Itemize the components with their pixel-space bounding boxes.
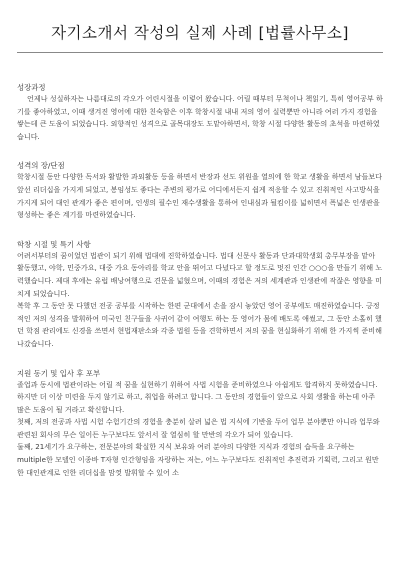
- section-body: [17, 379, 383, 480]
- paragraph: 첫째, 저의 전공과 사법 시험 수험기간의 경험을 충분히 살려 넓은 법 지식에 기반을 두어 업무 분야뿐만 아니라 업무와 관련된 회사의 무슨 일이든 누구보다도 앞서서 잘 열심히 할 만반의 각오가 되어 있습니다.: [17, 417, 380, 439]
- section-heading: 성격의 장/단점: [17, 161, 65, 171]
- paragraph: 둘째, 21세기가 요구하는, 전문분야의 확실한 지식 보유와 여러 분야의 다양한 지식과 경험의 습득을 요구하는 multiple한 모델인 이종바 T자형 인간형임을 자랑하는 저는, 어느 누구보다도 진취적인 추진력과 기획력, 그리고 원만한 대인관계로 인한 리더십을 맘껏 발휘할 수 있어 소: [17, 442, 379, 477]
- section-body: [17, 171, 383, 221]
- section-motivation: [17, 369, 383, 480]
- section-heading: 지원 동기 및 입사 후 포부: [17, 368, 101, 378]
- page-title: 자기소개서 작성의 실제 사례 [법률사무소]: [51, 24, 349, 42]
- paragraph: 복학 후 그 동안 못 다했던 전공 공부를 시작하는 한편 군대에서 손을 잠시 놓았던 영어 공부에도 매진하였습니다. 긍정적인 저의 성격을 발휘하여 미국인 친구들을 사귀어 같이 여행도 하는 등 영어가 몸에 배도록 애썼고, 그 동안 소홀히 했던 학점 관리에도 신경을 쓰면서 현법재판소와 각종 법원 등을 견학하면서 저의 꿈을 현실화하기 위해 한 가지씩 준비해 나갔습니다.: [17, 301, 382, 348]
- section-personality: [17, 161, 383, 221]
- section-school: [17, 240, 383, 351]
- section-heading: 학창 시절 및 특기 사항: [17, 239, 91, 249]
- paragraph: 언제나 성실하자는 나름대로의 각오가 어린시절을 이렇어 왔습니다. 어릴 때부터 무척이나 책읽기, 특히 영어공부 하기를 좋아하였고, 이때 생겨진 영어에 대한 친숙함은 이후 학창시절 내내 저의 영어 실력뿐만 아니라 여러 가지 경험을 쌓는데 큰 도움이 되었습니다. 외향적인 성격으로 골목대장도 도맡아하면서, 학창 시절 다양한 활동의 초석을 마련하였습니다.: [17, 94, 383, 141]
- section-heading: 성장과정: [17, 83, 46, 92]
- title-divider: [17, 52, 383, 53]
- paragraph: 어려서부터의 꿈이었던 법관이 되기 위해 법대에 진학하였습니다. 법대 신문사 활동과 단과대학생회 총무부장을 맡아 활동했고, 야학, 민중가요, 대중 가요 동아리를 학교 안을 뛰어고 다녔다고 할 정도로 멋진 인간 ○○○을 만들기 위해 노력했습니다. 제대 후에는 유럽 배낭여행으로 견문을 넓혔으며, 이때의 경험은 저의 세계관과 인생관에 작잖은 영향을 미치게 되었습니다.: [17, 250, 383, 298]
- section-growth: [17, 83, 383, 143]
- paragraph: 졸업과 동시에 법관이라는 어릴 적 꿈을 실현하기 위하여 사법 시험을 준비하였으나 아쉽게도 합격하지 못하였습니다. 하지만 더 이상 미련을 두지 않기로 하고, 취업을 하려고 합니다. 그 동안의 경험들이 앞으로 사회 생활을 하는데 아주 많은 도움이 될 거라고 확신합니다.: [17, 379, 378, 414]
- section-body: [17, 250, 383, 351]
- section-body: [17, 93, 383, 143]
- paragraph: 학창시절 동안 다양한 독서와 활발한 과외활동 등을 하면서 반장과 선도 위원을 열의에 한 학교 생활을 하면서 남들보다 앞선 리더십을 가지게 되었고, 봉임성도 좋다는 주변의 평가로 어디에서든지 쉽게 적응할 수 있고 진취적인 사고방식을 가지게 되어 대인 관계가 좋은 편이며, 인생의 필수인 재수생활을 통하여 인내심과 될킴이를 넓히면서 폭넓은 인생관을 형성하는 좋은 계기를 마련하였습니다.: [17, 172, 382, 220]
